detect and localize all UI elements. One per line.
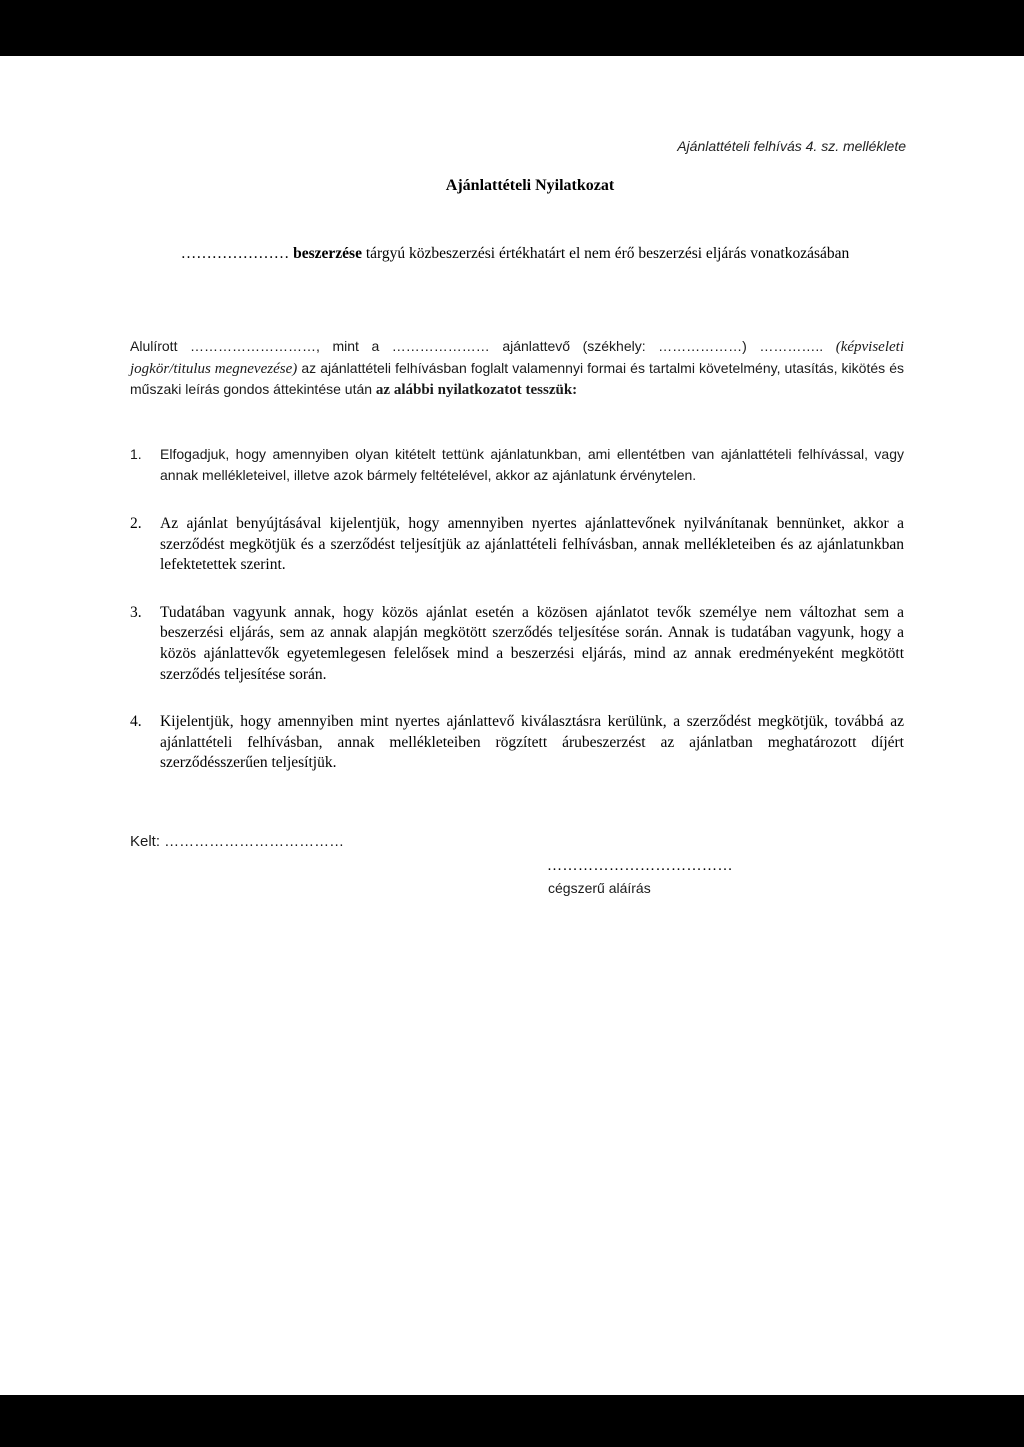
intro-paragraph [130,336,904,401]
item-number: 2. [130,515,142,532]
item-number: 4. [130,713,142,731]
procedure-subject [150,243,880,264]
subject-rest: tárgyú közbeszerzési értékhatárt el nem érő beszerzési eljárás vonatkozásában [361,245,850,262]
list-item [130,444,904,485]
list-item [130,514,904,576]
item-number: 1. [130,446,142,462]
item-text: Elfogadjuk, hogy amennyiben olyan kitételt tettünk ajánlatunkban, ami ellentétben van ajánlattételi felhívással, vagy annak mellékleteivel, illetve azok bármely feltételével, akkor az ajánlatunk érvénytelen. [160,446,904,483]
declaration-list [130,444,904,774]
item-number: 3. [130,603,142,621]
signature-line: ……………………………… [547,858,733,874]
intro-italic: (képviseleti jogkör/titulus megnevezése) [130,339,904,377]
intro-text-1: Alulírott ………………………, mint a ………………… ajánlattevő (székhely: ………………) ………….. [130,338,836,354]
intro-bold: az alábbi nyilatkozatot tesszük: [375,382,578,398]
date-line: Kelt: ……………………………… [130,833,345,850]
annex-label: Ajánlattételi felhívás 4. sz. melléklete [677,138,906,154]
list-item [130,603,904,685]
intro-text-2: az ajánlattételi felhívásban foglalt valamennyi formai és tartalmi követelmény, utasítás, kikötés és műszaki leírás gondos áttekintése után [130,359,904,397]
subject-bold: beszerzése [289,245,362,262]
document-title: Ajánlattételi Nyilatkozat [445,177,615,194]
item-text: Tudatában vagyunk annak, hogy közös ajánlat esetén a közösen ajánlatot tevők személye nem változhat sem a beszerzési eljárás, sem az annak alapján megkötött szerződés teljesítése során. Annak is tudatában vagyunk, hogy a közös ajánlattevők egyetemlegesen felelősek mind a beszerzési eljárás, mind az annak eredményeként megkötött szerződés teljesítése során. [160,603,904,683]
item-text: Az ajánlat benyújtásával kijelentjük, hogy amennyiben nyertes ajánlattevőnek nyilvánítanak bennünket, akkor a szerződést megkötjük és a szerződést teljesítjük az ajánlattételi felhívásban, annak mellékleteiben és az ajánlatunkban lefektetettek szerint. [160,515,904,574]
list-item [130,712,904,774]
item-text: Kijelentjük, hogy amennyiben mint nyertes ajánlattevő kiválasztásra kerülünk, a szerződést megkötjük, továbbá az ajánlattételi felhívásban, annak mellékleteiben rögzített árubeszerzést az ajánlatban meghatározott díjért szerződésszerűen teljesítjük. [160,713,904,772]
subject-placeholder: ………………… [180,245,290,262]
signature-label: cégszerű aláírás [548,880,651,896]
